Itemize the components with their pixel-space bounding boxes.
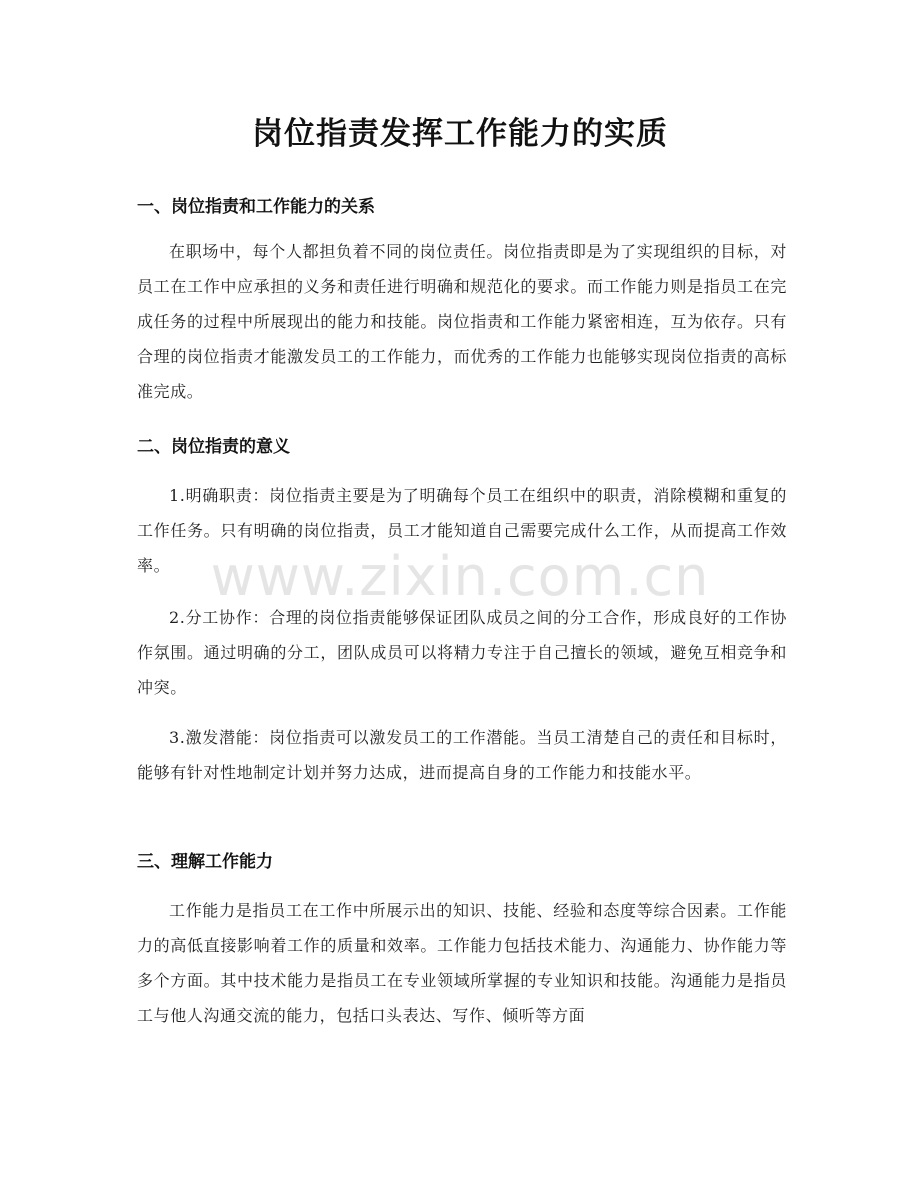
section-2-paragraph-1: 1.明确职责：岗位指责主要是为了明确每个员工在组织中的职责，消除模糊和重复的工作任务。只有明确的岗位指责，员工才能知道自己需要完成什么工作，从而提高工作效率。 bbox=[137, 486, 787, 575]
section-heading-1: 一、岗位指责和工作能力的关系 bbox=[137, 197, 375, 217]
section-3-paragraph-1: 工作能力是指员工在工作中所展示出的知识、技能、经验和态度等综合因素。工作能力的高低直接影响着工作的质量和效率。工作能力包括技术能力、沟通能力、协作能力等多个方面。其中技术能力是指员工在专业领域所掌握的专业知识和技能。沟通能力是指员工与他人沟通交流的能力，包括口头表达、写作、倾听等方面 bbox=[137, 901, 787, 1025]
section-heading-2: 二、岗位指责的意义 bbox=[137, 437, 290, 457]
section-2-paragraph-3: 3.激发潜能：岗位指责可以激发员工的工作潜能。当员工清楚自己的责任和目标时，能够有针对性地制定计划并努力达成，进而提高自身的工作能力和技能水平。 bbox=[137, 728, 787, 782]
watermark: www.zixin.com.cn bbox=[210, 545, 710, 608]
document-title: 岗位指责发挥工作能力的实质 bbox=[252, 116, 668, 152]
section-1-paragraph-1: 在职场中，每个人都担负着不同的岗位责任。岗位指责即是为了实现组织的目标，对员工在工作中应承担的义务和责任进行明确和规范化的要求。而工作能力则是指员工在完成任务的过程中所展现出的能力和技能。岗位指责和工作能力紧密相连，互为依存。只有合理的岗位指责才能激发员工的工作能力，而优秀的工作能力也能够实现岗位指责的高标准完成。 bbox=[137, 242, 787, 401]
section-heading-3: 三、理解工作能力 bbox=[137, 852, 273, 872]
section-2-paragraph-2: 2.分工协作：合理的岗位指责能够保证团队成员之间的分工合作，形成良好的工作协作氛围。通过明确的分工，团队成员可以将精力专注于自己擅长的领域，避免互相竞争和冲突。 bbox=[137, 608, 787, 697]
